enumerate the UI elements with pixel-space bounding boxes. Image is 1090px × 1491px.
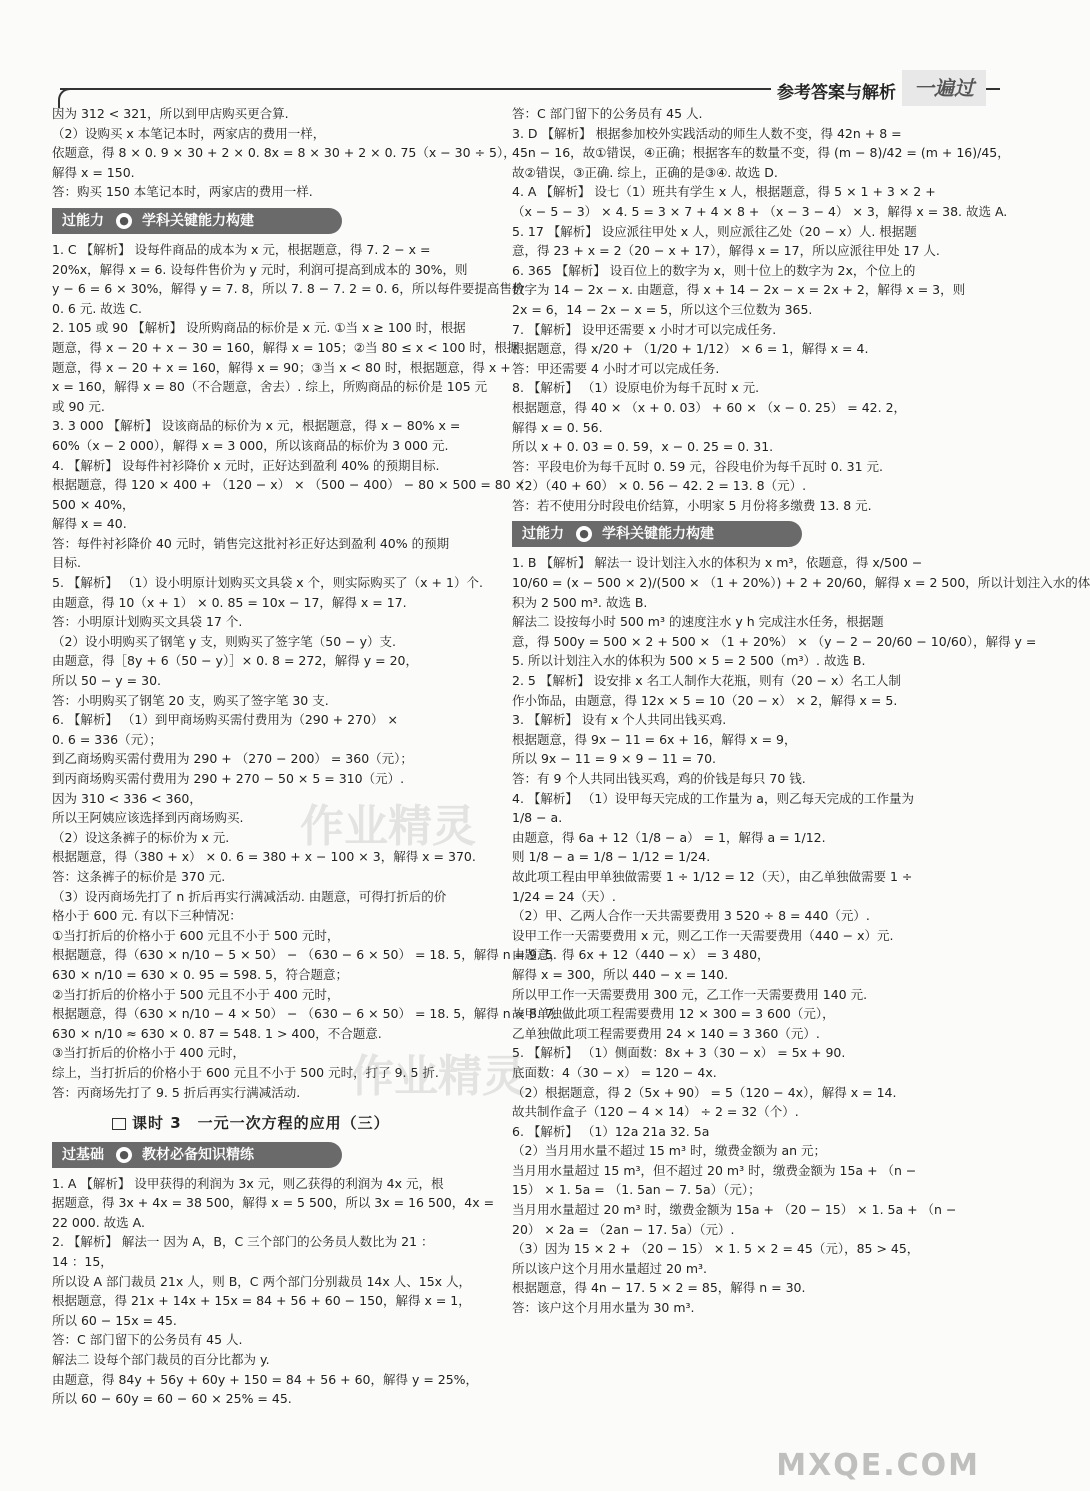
- text-line: 5. 【解析】 （1）侧面数：8x + 3（30 − x） = 5x + 90.: [512, 1045, 846, 1061]
- text-line: 根据题意，得（380 + x） × 0. 6 = 380 + x − 100 × 3，解得 x = 370.: [52, 849, 476, 865]
- text-line: 500 × 40%，: [52, 496, 135, 512]
- text-line: 14 ：15，: [52, 1254, 113, 1270]
- text-line: 1. C 【解析】 设每件商品的成本为 x 元，根据题意，得 7. 2 − x =: [52, 241, 431, 257]
- text-line: 题意，得 x − 20 + x − 30 = 160，解得 x = 105；②当 80 ≤ x < 100 时，根据: [52, 339, 520, 355]
- text-line: 0. 6 元. 故选 C.: [52, 300, 142, 316]
- text-line: 设甲工作一天需要费用 x 元，则乙工作一天需要费用（440 − x）元.: [512, 927, 894, 943]
- text-line: 6. 365 【解析】 设百位上的数字为 x，则十位上的数字为 2x，个位上的: [512, 262, 916, 278]
- text-line: 解得 x = 40.: [52, 516, 127, 532]
- text-line: 根据题意，得 x/20 + （1/20 + 1/12） × 6 = 1，解得 x = 4.: [512, 341, 869, 357]
- text-line: 答：C 部门留下的公务员有 45 人.: [512, 106, 703, 121]
- text-line: 22 000. 故选 A.: [52, 1214, 145, 1230]
- text-line: 所以王阿姨应该选择到丙商场购买.: [52, 810, 244, 826]
- page-header-title: 参考答案与解析: [771, 78, 902, 103]
- text-line: 答：甲还需要 4 小时才可以完成任务.: [512, 360, 720, 376]
- text-line: （2）根据题意，得 2（5x + 90） = 5（120 − 4x），解得 x = 14.: [512, 1084, 897, 1100]
- text-line: 答：这条裤子的标价是 370 元.: [52, 868, 226, 884]
- text-line: 作小饰品，由题意，得 12x × 5 = 10（20 − x） × 2，解得 x = 5.: [512, 692, 898, 708]
- text-line: ③当打折后的价格小于 400 元时，: [52, 1045, 246, 1061]
- text-line: （2）设购买 x 本笔记本时，两家店的费用一样，: [52, 125, 326, 141]
- text-line: 目标.: [52, 555, 81, 571]
- text-line: 因为 310 < 336 < 360，: [52, 790, 202, 806]
- text-line: 解得 x = 300，所以 440 − x = 140.: [512, 966, 729, 982]
- text-line: 所以设 A 部门裁员 21x 人，则 B，C 两个部门分别裁员 14x 人、15x 人，: [52, 1273, 472, 1289]
- text-line: 故甲单独做此项工程需要费用 12 × 300 = 3 600（元），: [512, 1006, 835, 1022]
- footer-site-mark: MXQE.COM: [776, 1448, 980, 1483]
- text-line: 底面数：4（30 − x） = 120 − 4x.: [512, 1064, 717, 1080]
- section-banner: [52, 208, 342, 234]
- text-line: 由题意，得 84y + 56y + 60y + 150 = 84 + 56 + 60，解得 y = 25%，: [52, 1371, 479, 1387]
- text-line: 答：若不使用分时段电价结算，小明家 5 月份将多缴费 13. 8 元.: [512, 497, 872, 513]
- text-line: 由题意，得 10（x + 1） × 0. 85 = 10x − 17，解得 x = 17.: [52, 594, 407, 610]
- text-line: 20） × 2a = （2an − 17. 5a）（元）.: [512, 1221, 735, 1237]
- text-line: 答：购买 150 本笔记本时，两家店的费用一样.: [52, 184, 313, 200]
- right-column: [512, 104, 1090, 1318]
- text-line: 5. 【解析】 （1）设小明原计划购买文具袋 x 个，则实际购买了（x + 1）个.: [52, 575, 483, 591]
- text-line: （3）因为 15 × 2 + （20 − 15） × 1. 5 × 2 = 45（元），85 > 45，: [512, 1241, 920, 1257]
- text-line: 3. 3 000 【解析】 设该商品的标价为 x 元，根据题意，得 x − 80% x =: [52, 418, 461, 434]
- text-line: 格小于 600 元. 有以下三种情况：: [52, 908, 242, 924]
- text-line: 根据题意，得 120 × 400 + （120 − x） × （500 − 400） − 80 × 500 = 80 ×: [52, 477, 526, 493]
- text-line: 当月用水量超过 15 m³，但不超过 20 m³ 时，缴费金额为 15a + （n −: [512, 1162, 917, 1178]
- text-line: 依题意，得 8 × 0. 9 × 30 + 2 × 0. 8x = 8 × 30 + 2 × 0. 75（x − 30 ÷ 5），: [52, 145, 516, 161]
- text-line: 所以 9x − 11 = 9 × 9 − 11 = 70.: [512, 751, 717, 767]
- text-line: 到丙商场购买需付费用为 290 + 270 − 50 × 5 = 310（元）.: [52, 771, 405, 786]
- text-line: y − 6 = 6 × 30%，解得 y = 7. 8，所以 7. 8 − 7. 2 = 0. 6，所以每件要提高售价: [52, 281, 525, 297]
- text-line: （2）设小明购买了钢笔 y 支，则购买了签字笔（50 − y）支.: [52, 633, 396, 649]
- text-line: ①当打折后的价格小于 600 元且不小于 500 元时，: [52, 927, 340, 943]
- lesson-heading: [112, 1114, 492, 1134]
- text-line: 意，得 500y = 500 × 2 + 500 × （1 + 20%） × （y − 2 − 20/60 − 10/60），解得 y =: [512, 633, 1037, 649]
- text-line: 2. 【解析】 解法一 因为 A，B，C 三个部门的公务员人数比为 21 ：: [52, 1234, 434, 1250]
- badge-icon: ●: [576, 526, 592, 542]
- text-line: 所以 x + 0. 03 = 0. 59，x − 0. 25 = 0. 31.: [512, 439, 774, 455]
- text-line: 根据题意，得（630 × n/10 − 4 × 50） − （630 − 6 × 50） = 18. 5，解得 n ≈ 8. 7.: [52, 1006, 557, 1022]
- text-line: 7. 【解析】 设甲还需要 x 小时才可以完成任务.: [512, 321, 777, 337]
- text-line: 所以 50 − y = 30.: [52, 673, 161, 689]
- text-line: 题意，得 x − 20 + x = 160，解得 x = 90；③当 x < 80 时，根据题意，得 x +: [52, 359, 511, 375]
- text-line: （2）设这条裤子的标价为 x 元.: [52, 829, 230, 845]
- brand-logo: 一遍过: [902, 70, 986, 106]
- text-line: 根据题意，得 40 × （x + 0. 03） + 60 × （x − 0. 25） = 42. 2，: [512, 399, 907, 415]
- watermark: 作业精灵: [350, 1051, 526, 1102]
- text-line: 3. 【解析】 设有 x 个人共同出钱买鸡.: [512, 712, 727, 728]
- watermark: 作业精灵: [300, 801, 476, 852]
- text-line: 答：每件衬衫降价 40 元时，销售完这批衬衫正好达到盈利 40% 的预期: [52, 535, 450, 551]
- text-line: 45n − 16，故①错误，④正确；根据客车的数量不变，得 (m − 8)/42 = (m + 16)/45，: [512, 145, 1010, 161]
- text-line: 20%x，解得 x = 6. 设每件售价为 y 元时，利润可提高到成本的 30%，则: [52, 261, 468, 277]
- text-line: 5. 17 【解析】 设应派往甲处 x 人，则应派往乙处（20 − x）人. 根据题: [512, 223, 917, 239]
- text-line: （x − 5 − 3） × 4. 5 = 3 × 7 + 4 × 8 + （x − 3 − 4） × 3，解得 x = 38. 故选 A.: [512, 203, 1008, 219]
- text-line: 答：有 9 个人共同出钱买鸡，鸡的价钱是每只 70 钱.: [512, 771, 806, 786]
- section-title: 学科关键能力构建: [142, 212, 254, 229]
- text-line: 由题意，得 6x + 12（440 − x） = 3 480，: [512, 947, 770, 963]
- text-line: 故此项工程由甲单独做需要 1 ÷ 1/12 = 12（天），由乙单独做需要 1 ÷: [512, 868, 913, 884]
- text-line: 630 × n/10 = 630 × 0. 95 = 598. 5，符合题意；: [52, 966, 349, 982]
- text-line: 解得 x = 150.: [52, 164, 135, 180]
- text-line: 根据题意，得 4n − 17. 5 × 2 = 85，解得 n = 30.: [512, 1280, 806, 1296]
- badge-icon: ●: [116, 213, 132, 229]
- section-label: 过基础: [62, 1146, 104, 1163]
- text-line: （2）（40 + 60） × 0. 56 − 42. 2 = 13. 8（元）.: [512, 478, 807, 494]
- text-line: 0. 6 = 336（元）；: [52, 731, 162, 747]
- text-line: 60%（x − 2 000），解得 x = 3 000，所以该商品的标价为 3 000 元.: [52, 437, 449, 453]
- text-line: 6. 【解析】 （1）到甲商场购买需付费用为（290 + 270） ×: [52, 712, 398, 728]
- text-line: 则 1/8 − a = 1/8 − 1/12 = 1/24.: [512, 849, 711, 865]
- text-line: 3. D 【解析】 根据参加校外实践活动的师生人数不变，得 42n + 8 =: [512, 125, 902, 141]
- text-line: 答：小明购买了钢笔 20 支，购买了签字笔 30 支.: [52, 692, 329, 708]
- text-line: 4. A 【解析】 设七（1）班共有学生 x 人，根据题意，得 5 × 1 + 3 × 2 +: [512, 184, 936, 200]
- text-line: 10/60 = (x − 500 × 2)/(500 × （1 + 20%）) + 2 + 20/60，解得 x = 2 500，所以计划注入水的体: [512, 575, 1090, 591]
- section-label: 过能力: [522, 526, 564, 543]
- text-line: 2. 5 【解析】 设安排 x 名工人制作大花瓶，则有（20 − x）名工人制: [512, 673, 901, 689]
- text-line: 6. 【解析】 （1）12a 21a 32. 5a: [512, 1123, 710, 1139]
- text-line: 据题意，得 3x + 4x = 38 500，解得 x = 5 500，所以 3x = 16 500，4x =: [52, 1195, 495, 1211]
- text-line: 8. 【解析】 （1）设原电价为每千瓦时 x 元.: [512, 380, 760, 396]
- text-line: 所以该户这个月用水量超过 20 m³.: [512, 1260, 708, 1276]
- badge-icon: ●: [116, 1147, 132, 1163]
- text-line: 综上，当打折后的价格小于 600 元且不小于 500 元时，打了 9. 5 折.: [52, 1064, 439, 1080]
- text-line: 或 90 元.: [52, 398, 105, 414]
- text-line: 2x = 6，14 − 2x − x = 5，所以这个三位数为 365.: [512, 301, 813, 317]
- text-line: （2）甲、乙两人合作一天共需要费用 3 520 ÷ 8 = 440（元）.: [512, 908, 870, 924]
- text-line: 当月用水量超过 20 m³ 时，缴费金额为 15a + （20 − 15） × 1. 5a + （n −: [512, 1202, 957, 1218]
- section-label: 过能力: [62, 212, 104, 229]
- text-line: 答：小明原计划购买文具袋 17 个.: [52, 614, 243, 630]
- text-line: 根据题意，得 9x − 11 = 6x + 16，解得 x = 9，: [512, 731, 797, 747]
- text-line: 答：丙商场先打了 9. 5 折后再实行满减活动.: [52, 1084, 301, 1100]
- text-line: 故②错误，③正确. 综上，正确的是③④. 故选 D.: [512, 164, 778, 180]
- text-line: （2）当月用水量不超过 15 m³ 时，缴费金额为 an 元；: [512, 1143, 826, 1159]
- text-line: 答：平段电价为每千瓦时 0. 59 元，谷段电价为每千瓦时 0. 31 元.: [512, 458, 883, 474]
- text-line: 到乙商场购买需付费用为 290 + （270 − 200） = 360（元）；: [52, 751, 413, 767]
- text-line: 积为 2 500 m³. 故选 B.: [512, 594, 648, 610]
- section-title: 学科关键能力构建: [602, 526, 714, 543]
- text-line: 1. A 【解析】 设甲获得的利润为 3x 元，则乙获得的利润为 4x 元，根: [52, 1175, 444, 1191]
- text-line: 根据题意，得 21x + 14x + 15x = 84 + 56 + 60 − 150，解得 x = 1，: [52, 1293, 471, 1309]
- text-line: 解法二 设按每小时 500 m³ 的速度注水 y h 完成注水任务，根据题: [512, 614, 884, 630]
- text-line: 1. B 【解析】 解法一 设计划注入水的体积为 x m³，依题意，得 x/500 −: [512, 555, 923, 571]
- text-line: 630 × n/10 ≈ 630 × 0. 87 = 548. 1 > 400，不合题意.: [52, 1025, 382, 1041]
- text-line: 由题意，得［8y + 6（50 − y）］× 0. 8 = 272，解得 y = 20，: [52, 653, 418, 669]
- section-banner: [512, 521, 802, 547]
- text-line: 解得 x = 0. 56.: [512, 419, 603, 435]
- text-line: 5. 所以计划注入水的体积为 500 × 5 = 2 500（m³）. 故选 B.: [512, 653, 866, 669]
- book-icon: [112, 1118, 126, 1130]
- section-title: 教材必备知识精练: [142, 1146, 254, 1163]
- text-line: x = 160，解得 x = 80（不合题意，舍去）. 综上，所购商品的标价是 105 元: [52, 379, 488, 395]
- text-line: 1/8 − a.: [512, 810, 563, 826]
- section-banner: [52, 1142, 342, 1168]
- text-line: 1/24 = 24（天）.: [512, 888, 616, 904]
- text-line: 故共制作盒子（120 − 4 × 14） ÷ 2 = 32（个）.: [512, 1104, 799, 1120]
- text-line: （3）设丙商场先打了 n 折后再实行满减活动. 由题意，可得打折后的价: [52, 888, 447, 904]
- text-line: 乙单独做此项工程需要费用 24 × 140 = 3 360（元）.: [512, 1025, 820, 1041]
- text-line: 2. 105 或 90 【解析】 设所购商品的标价是 x 元. ①当 x ≥ 100 时，根据: [52, 320, 466, 336]
- text-line: 意，得 23 + x = 2（20 − x + 17），解得 x = 17，所以应派往甲处 17 人.: [512, 243, 940, 259]
- text-line: ②当打折后的价格小于 500 元且不小于 400 元时，: [52, 986, 340, 1002]
- text-line: 答：该户这个月用水量为 30 m³.: [512, 1300, 695, 1316]
- text-line: 所以 60 − 15x = 45.: [52, 1312, 177, 1328]
- text-line: 根据题意，得（630 × n/10 − 5 × 50） − （630 − 6 × 50） = 18. 5，解得 n = 9. 5.: [52, 947, 557, 963]
- lesson-title: 课时 3 一元一次方程的应用（三）: [132, 1114, 390, 1133]
- text-line: 15） × 1. 5a = （1. 5an − 7. 5a）（元）；: [512, 1182, 761, 1198]
- text-line: 答：C 部门留下的公务员有 45 人.: [52, 1332, 243, 1348]
- text-line: 所以甲工作一天需要费用 300 元，乙工作一天需要费用 140 元.: [512, 986, 868, 1002]
- text-line: 4. 【解析】 （1）设甲每天完成的工作量为 a，则乙每天完成的工作量为: [512, 790, 914, 806]
- text-line: 解法二 设每个部门裁员的百分比都为 y.: [52, 1352, 270, 1368]
- text-line: 4. 【解析】 设每件衬衫降价 x 元时，正好达到盈利 40% 的预期目标.: [52, 457, 440, 473]
- text-line: 因为 312 < 321，所以到甲店购买更合算.: [52, 106, 289, 121]
- text-line: 由题意，得 6a + 12（1/8 − a） = 1，解得 a = 1/12.: [512, 829, 826, 845]
- text-line: 所以 60 − 60y = 60 − 60 × 25% = 45.: [52, 1391, 292, 1407]
- text-line: 数字为 14 − 2x − x. 由题意，得 x + 14 − 2x − x = 2x + 2，解得 x = 3，则: [512, 282, 966, 298]
